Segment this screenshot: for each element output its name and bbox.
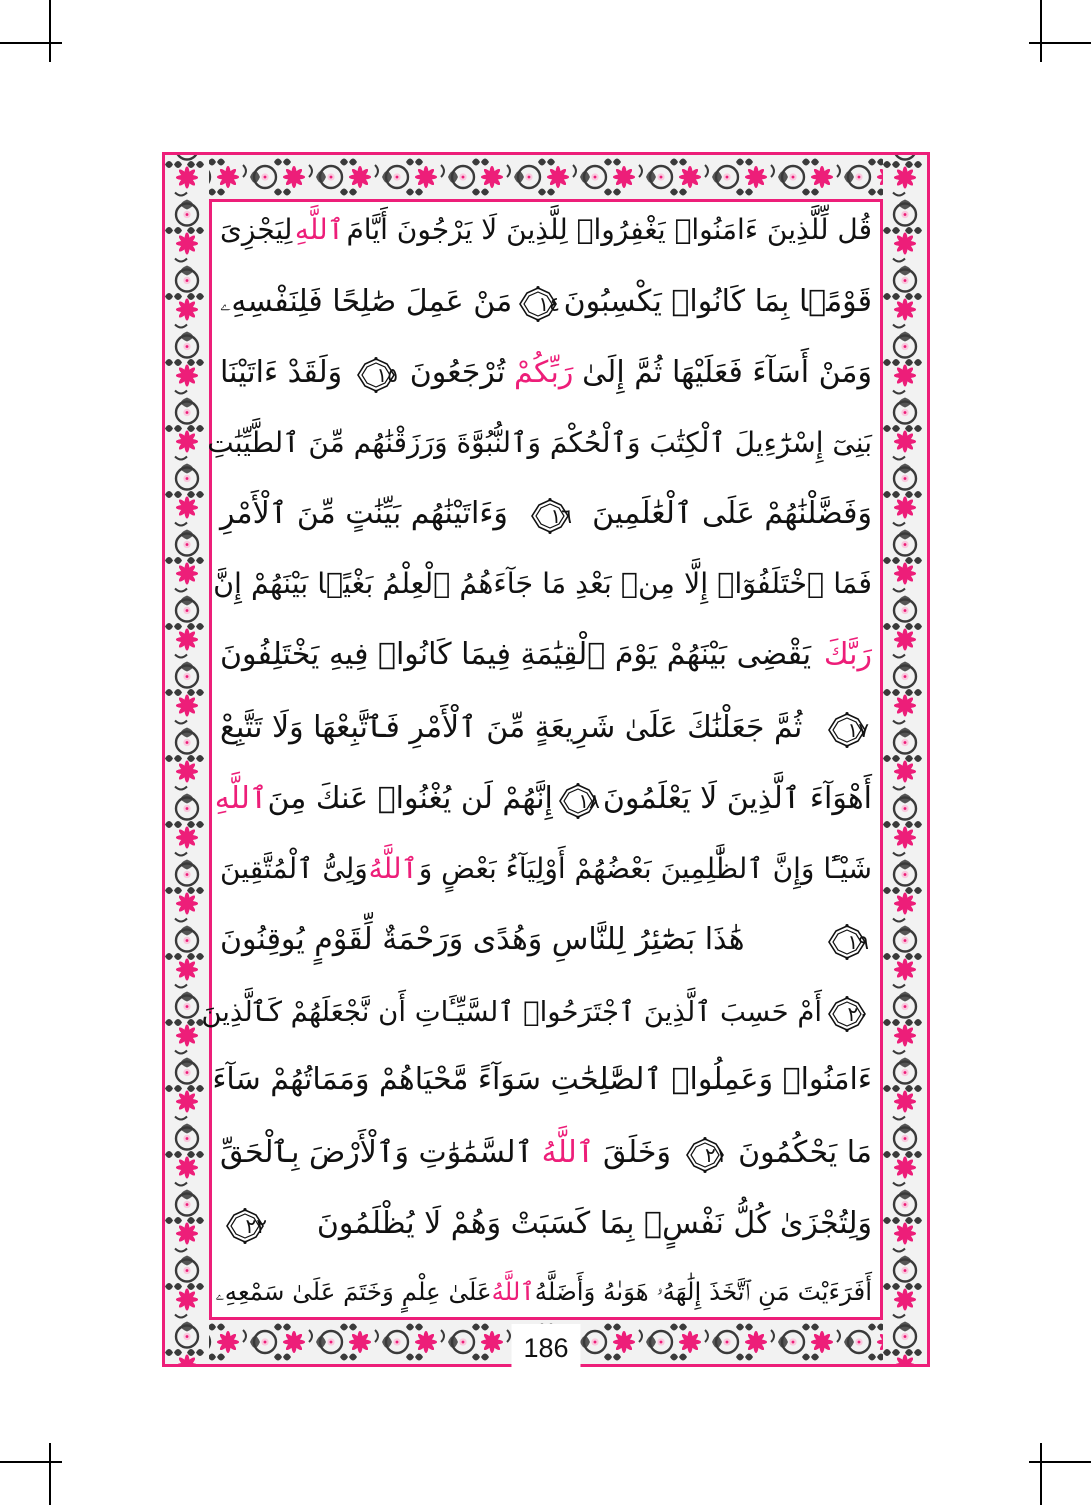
- quran-text-segment: قَوْمًۢا بِمَا كَانُوا۟ يَكْسِبُونَ: [563, 283, 872, 319]
- quran-text-segment: مَنْ عَمِلَ صَٰلِحًا فَلِنَفْسِهِۦ: [220, 283, 513, 319]
- ayah-marker-wrap: [220, 1208, 270, 1244]
- crop-mark-top-right-vertical: [1040, 0, 1042, 62]
- quran-line: [220, 851, 872, 885]
- quran-line: [220, 1206, 872, 1242]
- quran-text-segment: ٱلسَّمَٰوَٰتِ وَٱلْأَرْضَ بِٱلْحَقِّ: [220, 1134, 534, 1170]
- quran-text-segment: تُرْجَعُونَ: [409, 355, 506, 391]
- quran-text-segment: أَمْ حَسِبَ ٱلَّذِينَ ٱجْتَرَحُوا۟ ٱلسَّيِّـَٔاتِ أَن نَّجْعَلَهُمْ كَٱلَّذِينَ: [201, 996, 822, 1029]
- quran-text-segment: لِيَجْزِىَ: [220, 213, 293, 246]
- ayah-marker: ١٥: [351, 357, 401, 393]
- quran-line: [220, 496, 872, 532]
- ayah-marker: ٢١: [680, 1137, 730, 1173]
- ayah-marker-wrap: [525, 498, 575, 534]
- ornamental-border-top: [165, 155, 927, 199]
- quran-text-segment: ثُمَّ جَعَلْنَٰكَ عَلَىٰ شَرِيعَةٍ مِّنَ ٱلْأَمْرِ فَٱتَّبِعْهَا وَلَا تَتَّبِعْ: [220, 709, 803, 745]
- ayah-marker-wrap: [680, 1137, 730, 1173]
- floral-motif-left: [165, 155, 209, 1364]
- quran-text-segment: أَفَرَءَيْتَ مَنِ ٱتَّخَذَ إِلَٰهَهُۥ هَوَىٰهُ وَأَضَلَّهُ: [534, 1276, 872, 1306]
- quran-text-segment: هَٰذَا بَصَٰٓئِرُ لِلنَّاسِ وَهُدًى وَرَحْمَةٌ لِّقَوْمٍ يُوقِنُونَ: [220, 922, 745, 958]
- ayah-marker-wrap: [822, 712, 872, 748]
- ayah-marker: ١٩: [822, 924, 872, 960]
- ayah-marker: ١٦: [525, 498, 575, 534]
- page-number: 186: [511, 1324, 580, 1368]
- quran-text-segment: وَفَضَّلْنَٰهُمْ عَلَى ٱلْعَٰلَمِينَ: [592, 496, 872, 532]
- quran-text-segment: أَهْوَآءَ ٱلَّذِينَ لَا يَعْلَمُونَ: [602, 781, 872, 817]
- quran-text-segment: وَمَنْ أَسَآءَ فَعَلَيْهَا ثُمَّ إِلَىٰ: [582, 355, 872, 391]
- crop-mark-bottom-left-horizontal: [0, 1461, 62, 1463]
- divine-name-highlight: ٱللَّهِ: [214, 781, 268, 817]
- quran-text-segment: وَءَاتَيْنَٰهُم بَيِّنَٰتٍ مِّنَ ٱلْأَمْرِ: [220, 496, 508, 532]
- quran-text-segment: عَلَىٰ عِلْمٍ وَخَتَمَ عَلَىٰ سَمْعِهِۦ: [215, 1276, 492, 1306]
- ornamental-border-left: [165, 155, 209, 1364]
- quran-line: [220, 709, 872, 745]
- divine-name-highlight: رَبِّكُمْ: [514, 355, 574, 391]
- crop-mark-bottom-left-vertical: [49, 1443, 51, 1505]
- divine-name-highlight: ٱللَّهُ: [368, 851, 418, 885]
- ayah-marker: ١٤: [513, 286, 563, 322]
- quran-line: [220, 283, 872, 319]
- floral-motif-right: [883, 155, 927, 1364]
- ayah-marker-wrap: [513, 286, 563, 322]
- quran-line: [220, 1134, 872, 1170]
- quran-line: [220, 637, 872, 673]
- divine-name-highlight: ٱللَّهِ: [294, 213, 345, 246]
- quran-line: [201, 996, 872, 1029]
- crop-mark-top-left-horizontal: [0, 42, 62, 44]
- ornamental-border-right: [883, 155, 927, 1364]
- ayah-marker: ٢٢: [220, 1208, 270, 1244]
- quran-text-segment: وَلِىُّ ٱلْمُتَّقِينَ: [220, 851, 368, 885]
- quran-text-segment: وَلِتُجْزَىٰ كُلُّ نَفْسٍۭ بِمَا كَسَبَتْ وَهُمْ لَا يُظْلَمُونَ: [316, 1206, 872, 1242]
- quran-text-segment: يَقْضِى بَيْنَهُمْ يَوْمَ ٱلْقِيَٰمَةِ فِيمَا كَانُوا۟ فِيهِ يَخْتَلِفُونَ: [220, 637, 812, 673]
- quran-text-block: [201, 210, 874, 1309]
- divine-name-highlight: ٱللَّهُ: [541, 1134, 595, 1170]
- quran-page: [162, 152, 930, 1367]
- crop-mark-bottom-right-vertical: [1040, 1443, 1042, 1505]
- crop-mark-top-left-vertical: [49, 0, 51, 62]
- quran-text-segment: وَلَقَدْ ءَاتَيْنَا: [220, 355, 343, 391]
- quran-text-segment: مَا يَحْكُمُونَ: [738, 1134, 872, 1170]
- crop-mark-bottom-right-horizontal: [1029, 1461, 1091, 1463]
- ayah-marker: ١٨: [553, 783, 603, 819]
- quran-text-segment: فَمَا ٱخْتَلَفُوٓا۟ إِلَّا مِنۢ بَعْدِ مَا جَآءَهُمُ ٱلْعِلْمُ بَغْيًۢا بَيْنَهُمْ إِنَّ: [213, 566, 872, 600]
- quran-line: [213, 566, 872, 600]
- divine-name-highlight: ٱللَّهُ: [491, 1276, 535, 1306]
- quran-text-segment: إِنَّهُمْ لَن يُغْنُوا۟ عَنكَ مِنَ: [267, 781, 553, 817]
- quran-line: [220, 355, 872, 391]
- quran-line: [220, 213, 872, 246]
- quran-line: [207, 425, 872, 459]
- ayah-marker-wrap: [351, 357, 401, 393]
- ayah-marker-wrap: [822, 924, 872, 960]
- divine-name-highlight: رَبَّكَ: [823, 637, 872, 673]
- quran-text-segment: شَيْـًٔا وَإِنَّ ٱلظَّٰلِمِينَ بَعْضُهُمْ أَوْلِيَآءُ بَعْضٍ وَ: [418, 851, 872, 885]
- ayah-marker-wrap: [553, 783, 603, 819]
- floral-motif-top: [165, 155, 927, 199]
- quran-line: [214, 781, 872, 817]
- quran-text-segment: قُل لِّلَّذِينَ ءَامَنُوا۟ يَغْفِرُوا۟ لِلَّذِينَ لَا يَرْجُونَ أَيَّامَ: [346, 213, 872, 246]
- ayah-marker: ١٧: [822, 712, 872, 748]
- quran-line: [212, 1062, 872, 1098]
- ayah-marker-wrap: [822, 996, 872, 1032]
- quran-line: [215, 1276, 872, 1306]
- ayah-marker: ٢٠: [822, 996, 872, 1032]
- quran-text-segment: ءَامَنُوا۟ وَعَمِلُوا۟ ٱلصَّٰلِحَٰتِ سَوَآءً مَّحْيَاهُمْ وَمَمَاتُهُمْ سَآءَ: [212, 1062, 872, 1098]
- crop-mark-top-right-horizontal: [1029, 42, 1091, 44]
- quran-text-segment: وَخَلَقَ: [602, 1134, 671, 1170]
- quran-text-segment: بَنِىٓ إِسْرَٰٓءِيلَ ٱلْكِتَٰبَ وَٱلْحُكْمَ وَٱلنُّبُوَّةَ وَرَزَقْنَٰهُم مِّنَ ٱلطَّيِّبَٰتِ: [207, 425, 872, 459]
- quran-line: [220, 922, 872, 958]
